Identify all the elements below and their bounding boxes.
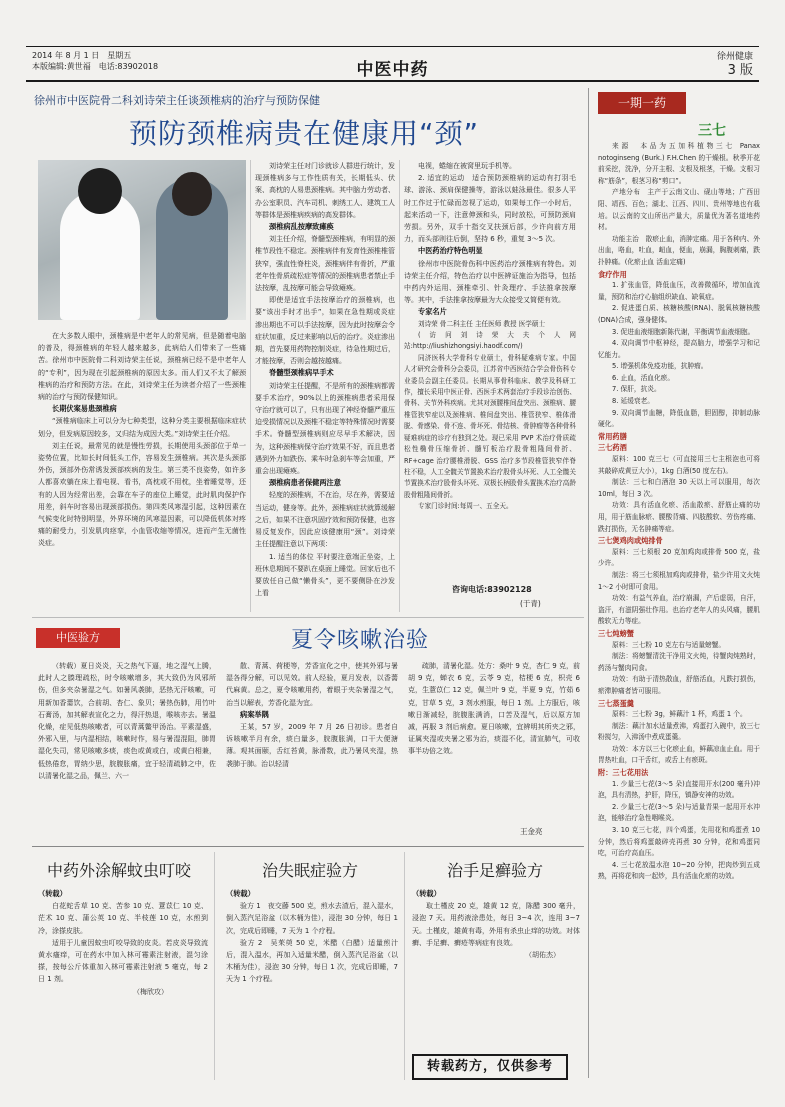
paragraph: 1. 扩张血管，降低血压，改善微循环，增加血流量，预防和治疗心脑组织缺血、缺氧症。 [598, 281, 760, 301]
paragraph: 制法：藕汁加水适量煮沸，鸡蛋打入碗中，放三七粉搅匀，入沸汤中煮成蛋羹。 [598, 721, 760, 742]
paragraph: 1. 少量三七花(3～5 朵)直接用开水(200 毫升)冲泡，具有清热，护肝，降压，镇静安神的功效。 [598, 779, 760, 800]
column-divider [250, 160, 251, 612]
box2-text: 验方 1 夜交藤 500 克，煎水去渣后，混入湿水，倒入蒸汽足浴盆（以木桶为佳），浸泡 30 分钟，每日 1 次，完成后即睡，7 天为 1 个疗程。 [226, 902, 398, 935]
box1-body [38, 888, 208, 1068]
paragraph: “颈椎病临床上可以分为七种类型，这种分类主要根据临床症状划分，但发病原因较多，又归结为成因大类。”刘诗荣主任介绍。 [38, 417, 246, 438]
subheading: 颈椎病乱按摩致瘫痪 [269, 222, 334, 232]
article2-author: 王金亮 [520, 827, 543, 836]
patient-figure [156, 178, 228, 320]
subheading: 三七蒸蛋羹 [598, 698, 634, 708]
box1-text: 适用于儿童因蚊虫叮咬导致的皮炎。若皮炎导致流黄水瘙痒，可在药水中加入林可霉素注射液，混匀涂搽，按每公斤体重加入林可霉素注射液 5 毫克，每 2 日 1 剂。 [38, 938, 208, 984]
article2-text: 疏肺，清暑化湿。处方：桑叶 9 克，杏仁 9 克，前胡 9 克，蝉衣 6 克，云苓 9 克，桔梗 6 克，枳壳 6 克，生薏苡仁 12 克，佩兰叶 9 克，半夏 9 克，竹茹 6 克，甘草 5 克，3 剂水煎服，每日 1 剂。上方服后，咳嗽日渐减轻，脘腹胀满消，口苦及湿气，后以原方加减，再服 3 剂后病愈。夏日咳嗽，宜辨明其所夹之邪，证属夹湿或夹暑之邪为治，痰湿不化，清宣肺气，可收事半功倍之效。 [408, 662, 580, 756]
subheading: 脊髓型颈椎病早手术 [269, 368, 334, 378]
section-title: 中医中药 [356, 60, 429, 80]
article1-column-2 [255, 160, 395, 612]
column-divider [404, 852, 405, 1080]
subheading: 中医药治疗特色明显 [418, 246, 483, 256]
paragraph: (访问刘诗荣大夫个人网站:http://liushizhongsiyi.haodf.com/) [404, 331, 576, 351]
box1-text: 白花蛇舌草 10 克、苦参 10 克、薏苡仁 10 克、茫术 10 克、蒲公英 10 克、半枝莲 10 克，水煎到冷，涂搽皮肤。 [38, 902, 208, 935]
article-title: 预防颈椎病贵在健康用“颈” [128, 117, 479, 150]
article2-column-3 [408, 660, 580, 836]
paragraph: 3. 促进血液细胞新陈代谢，平衡调节血液细胞。 [612, 327, 755, 336]
paragraph: 制法：将螃蟹清洗干净用文火炖，待蟹肉炖熟时，药汤与蟹肉同食。 [598, 652, 760, 672]
box3-title: 治手足癣验方 [446, 861, 543, 880]
disclaimer-banner: 转载药方，仅供参考 [412, 1054, 568, 1080]
paragraph: 刘主任说，最常见的就是慢性劳损，长期使用头颈部位于单一姿势位置，比如长时间低头工作，容易发生颈椎病。其次是头颈部外伤，颈部外伤常诱发颈部疾病的发生。第三类不良姿势，如许多人都喜欢躺在床上看电视、看书，高枕或不用枕，坐着睡觉等，还有的人因为经常出差，会靠在车子的座位上睡觉，此时肌肉保护作用差，斜车时容易出现颈部损伤。第四类风寒湿引起，这种因素在气候变化时特别明显，外界环境的风寒湿因素，可以降低机体对疼痛的耐受力，引发肌肉痉挛，小血管收缩等情况，进而产生无菌性炎症。 [38, 441, 246, 548]
article1-column-3 [404, 160, 576, 582]
paragraph: 功能主治 散瘀止血，消肿定痛。用于各种内、外出血，咯血，吐血，衄血，便血，崩漏，胸腹刺痛，跌扑肿痛。(化瘀止血 活血定痛) [598, 234, 760, 266]
doctor-patient-photo [38, 160, 246, 320]
doctor-head [78, 168, 122, 214]
paragraph: 功效：有助于清热散血，舒筋活血，凡跌打损伤，瘀滞肿痛者皆可服用。 [598, 675, 760, 695]
paragraph: 1. 适当的体位 平时要注意端正坐姿，上班休息期间不要趴在桌面上睡觉。回家后也不要放任自己做“懒骨头”，更不要侧卧在沙发上看 [255, 552, 395, 598]
box3-text: 取土槿皮 20 克，雄黄 12 克，陈醋 300 毫升，浸泡 7 天。用药液涂患处，每日 3~4 次，连用 3~7 天。土槿皮，雄黄有毒，外用有杀虫止痒的功效。对体癣、手足癣、癣疮等病症有良效。 [412, 902, 580, 947]
paragraph: 产地分布 主产于云南文山、砚山等地；广西田阳、靖西、百色；湖北、江西、四川、贵州等地也有栽培。以云南的文山所出产量大，质量优为著名道地药材。 [598, 188, 760, 232]
paragraph: 专家门诊时间:每周一、五全天。 [418, 502, 513, 511]
masthead-top-rule [26, 46, 759, 47]
paragraph: 6. 止血，活血化瘀。 [612, 373, 675, 382]
subheading: 食疗作用 [598, 269, 627, 279]
page-number: 3 版 [727, 63, 753, 78]
paragraph: 3. 10 克三七花，四个鸡蛋，先用花和鸡蛋煮 10 分钟，然后将鸡蛋敲碎壳再煮 30 分钟，花和鸡蛋同吃，可治疗高血压。 [598, 826, 760, 858]
box2-source: （转载） [226, 889, 255, 898]
box3-author: （胡佑杰） [525, 951, 560, 960]
paragraph: 7. 保肝，抗炎。 [612, 385, 661, 394]
paragraph: 5. 增强机体免疫功能，抗肿瘤。 [612, 362, 708, 371]
issue-date: 2014 年 8 月 1 日 星期五 [32, 51, 132, 60]
box1-author: （梅欣攻） [133, 987, 168, 996]
masthead-bottom-rule [26, 80, 759, 82]
subheading: 三七煲鸡肉或炖排骨 [598, 536, 663, 546]
article1-column-1 [38, 330, 246, 612]
paragraph: 9. 双向调节血糖，降低血脂，胆固醇，抑制动脉硬化。 [598, 408, 760, 429]
box2-title: 治失眠症验方 [261, 861, 358, 880]
paragraph: 徐州市中医院骨伤科中医药治疗颈椎病有特色。刘诗荣主任介绍，特色治疗以中医辨证施治为指导，包括中药内外运用、颈椎牵引、针灸理疗、手法推拿按摩等。其中，手法推拿按摩最为大众接受又简便有效。 [404, 259, 576, 305]
paragraph: 原料：三七须根 20 克加鸡肉或排骨 500 克，盐少许。 [598, 547, 760, 568]
paragraph: 原料：三七粉 3g，鲜藕汁 1 杯，鸡蛋 1 个。 [612, 710, 747, 719]
paragraph: 在大多数人眼中，颈椎病是中老年人的常见病，但是随着电脑的普及，得颈椎病的年轻人越来越多，此病给人们带来了一些痛苦。徐州市中医院骨二科刘诗荣主任说，颈椎病已经不是中老年人的“专利”，因为现在引起颈椎病的原因太多。而人们又不太了解颈椎病的治疗和预防方法。在此，刘诗荣主任为读者介绍了一些颈椎病的治疗与预防保健知识。 [38, 332, 246, 402]
article1-author: (于青) [520, 599, 541, 608]
paragraph: 功效：具有活血化瘀、活血散瘀、舒筋止痛的功用，用于筋血脉瘀、腰酸背痛、四肢酸软、劳伤疼痛、跌打损伤，无名肿痛等症。 [598, 501, 760, 533]
subheading: 专家名片 [418, 307, 447, 317]
case-heading: 病案举隅 [240, 709, 269, 719]
subheading: 长期伏案易患颈椎病 [52, 404, 117, 414]
box3-source: （转载） [412, 889, 441, 898]
paragraph: 轻度的颈椎病，不在治，尽在养，需要适当运动，健身等。此外，颈椎病症状就算缓解之后，如果不注意巩固疗效和预防保健，也容易反复发作，因此应该健康用“颈”。刘诗荣主任提醒注意以下两项： [255, 491, 395, 549]
herb-name: 三七 [698, 123, 726, 139]
paragraph: 原料：三七粉 10 克左右与适量螃蟹。 [612, 640, 726, 649]
paragraph: 功效：本方以三七化瘀止血，鲜藕凉血止血。用于胃热吐血，口干舌红，或舌上有瘀斑。 [598, 744, 760, 765]
section-rule [32, 846, 584, 847]
paragraph: 2. 促进蛋白质、核糖核酸(RNA)、脱氧核糖核酸(DNA)合成，强身健体。 [598, 304, 760, 324]
article2-title: 夏令咳嗽治验 [290, 628, 429, 653]
subheading: 常用药膳 [598, 431, 627, 441]
box1-title: 中药外涂解蚊虫叮咬 [46, 861, 191, 880]
box3-body [412, 888, 580, 1036]
article2-column-2 [226, 660, 398, 838]
paragraph: 电视，蜷缩在被窝里玩手机等。 [418, 162, 516, 170]
column-divider [399, 160, 400, 612]
paragraph: 4. 三七花放温水泡 10~20 分钟，把肉炒到五成熟，再将花和肉一起炒，具有活血化瘀的功效。 [598, 860, 760, 881]
masthead-right [717, 50, 753, 78]
paragraph: 来源 本品为五加科植物三七 Panax notoginseng (Burk.) F.H.Chen 的干燥根。秋季开花前采挖，洗净，分开主根、支根及根茎，干燥。支根习称“筋条”，根茎习称“剪口”。 [598, 142, 760, 185]
box2-text: 验方 2 吴茱萸 50 克，米醋（白醋）适量煎汁后，混入温水，再加入适量米醋，倒入蒸汽足浴盆（以木桶为佳），浸泡 30 分钟，每日 1 次，完成后即睡，7 天为 1 个疗程。 [226, 938, 398, 984]
subheading: 三七炖螃蟹 [598, 628, 634, 638]
paragraph: 原料：100 克三七（可直接用三七主根泡也可将其敲碎成黄豆大小），1kg 白酒(50 度左右)。 [598, 455, 760, 475]
paragraph: 2. 适宜的运动 适合预防颈椎病的运动有打羽毛球、游泳、颈肩保健操等，游泳以蛙泳最佳。很多人平时工作过于忙碌而忽视了运动，如果每工作一小时后，起来活动一下，注意伸颈和头，同时放松，可预防颈肩劳损。另外，双手十指交叉扶颈后部，少许向前方用力，而头部则往后倒，坚持 6 秒，重复 3～5 次。 [404, 174, 576, 244]
sidebar-tag: 一期一药 [598, 92, 686, 114]
sidebar-divider [588, 88, 589, 1078]
subheading: 附：三七花用法 [598, 768, 649, 778]
article-subtitle: 徐州市中医院骨二科刘诗荣主任谈颈椎病的治疗与预防保健 [34, 94, 320, 107]
paragraph: 即使是适宜手法按摩治疗的颈椎病，也要“该出手时才出手”，如果在急性期或炎症渗出期也不可以手法按摩，因为此时按摩会令症状加重，反过来影响以后的治疗。炎症渗出期，首先要用药物控制炎症，待急性期过后，才能按摩，否则会越按越痛。 [255, 296, 395, 366]
paragraph: 4. 双向调节中枢神经，提高脑力，增强学习和记忆能力。 [598, 339, 760, 359]
box2-body [226, 888, 398, 1068]
consult-phone: 咨询电话:83902128 [452, 585, 532, 594]
paragraph: 刘诗荣主任提醒，不是所有的颈椎病都需要手术治疗，90%以上的颈椎病患者采用保守治疗就可以了，只有出现了神经脊髓严重压迫受损情况以及颈椎不稳定等特殊情况时需要手术。脊髓型颈椎病则应尽早手术解决，因为，这种颈椎病保守治疗效果不好，而且患者遇到外力如跌伤、乘车时急刹车等会加重，严重会出现瘫痪。 [255, 381, 395, 476]
subheading: 三七药酒 [598, 443, 627, 453]
paragraph: 刘主任介绍，脊髓型颈椎病，有明显的颈椎节段性不稳定。颈椎病伴有发育性颈椎椎管狭窄，强直性脊柱炎，颈椎病伴有骨折，严重老年性骨质疏松症等情况的颈椎病患者禁止手法按摩，乱按摩可能会导致瘫痪。 [255, 235, 395, 293]
article2-text: 王某，57 岁，2009 年 7 月 26 日初诊。患者自诉咳嗽半月有余，痰白量多，脘腹胀满，口干大便溏薄。观其面颐，舌红苔黄，脉滑数，此乃暑风夹湿，热袭肺于肺。治以轻清 [226, 723, 398, 768]
subheading: 颈椎病患者保健两注意 [269, 478, 341, 488]
paragraph: 同济医科大学骨科专业硕士，骨科疑难病专家。中国人才研究会骨科分会委员，江苏省中西医结合学会骨伤科专业委员会副主任委员。长期从事骨科临床、教学及科研工作，擅长采用中医正骨、西医手术两套治疗手段诊治创伤、骨科、关节外科疾病。尤其对颈腰椎间盘突出、颈椎病、腰椎管狭窄症以及颈椎病、椎间盘突出、椎管狭窄、椎体滑脱、骨感染、骨不连、骨坏死、骨结核、骨肿瘤等各种骨科疑难病症的诊疗有独到之处。现已采用 PVP 术治疗骨质疏松性椭骨压缩骨折、髓钉板治疗股骨粗隆间骨折、RF+cage 治疗腰椎滑脱、GSS 治疗多节段椎管狭窄伴脊柱不稳，人工全髋关节置换术治疗股骨头坏死、人工全髋关节置换术治疗股骨头坏死、双极长柄股骨头置换术治疗高龄股骨粗隆间骨折。 [404, 353, 576, 499]
article2-text: 散、青蒿、荷梗等，芳香宣化之中，使其外邪与暑湿各得分解，可以见效。前人经验，夏月发表，以香薷代麻黄。总之，夏令咳嗽用药，着眼于夹杂暑湿之气，治当以解表，芳香化湿为宜。 [226, 662, 398, 707]
article2-text: （转载）夏日炎炎，天之热气下逼，地之湿气上腾，此时人之腠理疏松，时令咳嗽增多，其大致仍为风邪所伤，但多夹杂暑湿之气。如暑风袭肺，恶热无汗咳嗽，可用新加香薷饮，合前胡、杏仁、象贝；暑热伤肺，用竹叶石膏汤，加其解表宣化之力，得汗热退，喉咳亦去。暑温化燥，症见低热咳嗽者，可以青蒿鳖甲汤治。平素湿盛，外邪入里，与内湿相结，咳嗽时作，易与暑湿混阻，肺胃湿化失司，常见咳嗽多痰，痰色或黄或白，或黄白相兼，低热倦怠，胃纳少思，脘腹胀痛，宜于轻清疏肺之中，佐以清暑化湿之品，佩兰、六一 [38, 662, 216, 780]
box1-source: （转载） [38, 889, 67, 898]
paper-name: 徐州健康 [716, 52, 753, 62]
paragraph: 刘诗荣主任对门诊就诊人群进行统计，发现颈椎病多与工作性质有关，长期低头、伏案、高枕的人易患颈椎病。其中脑力劳动者、办公室职员、汽车司机、刺绣工人、建筑工人等群体是颈椎病疾病的高发群体。 [255, 162, 395, 219]
article2-column-1 [38, 660, 216, 838]
paragraph: 2. 少量三七花(3～5 朵)与适量青果一起用开水冲泡，能够治疗急性咽喉炎。 [598, 802, 760, 823]
paragraph: 制法：三七和白酒泡 30 天以上可以服用，每次 10ml，每日 3 次。 [598, 478, 760, 498]
paragraph: 刘诗荣 骨二科主任 主任医师 教授 医学硕士 [418, 319, 546, 328]
column-divider [214, 852, 215, 1080]
sidebar-body [598, 141, 760, 1076]
section-tag: 中医验方 [36, 628, 120, 648]
editor-line: 本版编辑:黄世福 电话:83902018 [32, 62, 159, 71]
paragraph: 功效：有益气养血，治疗崩漏，产后虚弱，自汗，盗汗，有滋阴强壮作用。也治疗老年人的头风痛，腰肌酸软无力等症。 [598, 594, 760, 626]
paragraph: 制法：将三七须根加鸡肉或排骨，盐少许用文火炖 1～2 小时即可食用。 [598, 570, 760, 591]
paragraph: 8. 延缓衰老。 [612, 397, 654, 406]
section-rule [32, 617, 584, 618]
